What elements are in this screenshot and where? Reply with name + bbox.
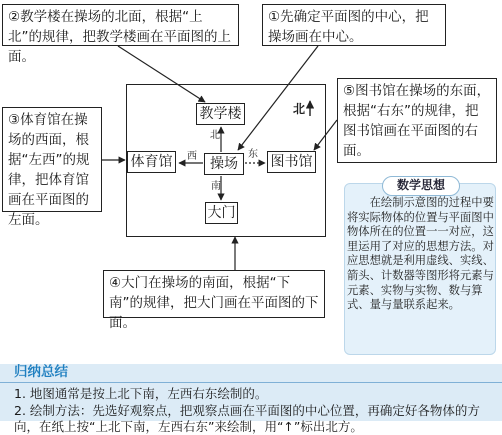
node-library: 图书馆 <box>267 151 316 173</box>
callout-step-2: ②教学楼在操场的北面，根据“上北”的规律，把教学楼画在平面图的上面。 <box>2 4 239 46</box>
connector-step-5 <box>314 120 337 150</box>
callout-step-4: ④大门在操场的南面，根据“下南”的规律，把大门画在平面图的下面。 <box>103 270 325 318</box>
node-gate: 大门 <box>205 202 238 224</box>
direction-label-south: 南 <box>211 181 221 192</box>
north-indicator-label: 北 <box>293 102 306 116</box>
node-gym: 体育馆 <box>127 151 176 173</box>
math-thinking-title: 数学思想 <box>382 176 460 196</box>
callout-step-3: ③体育馆在操场的西面，根据“左西”的规律，把体育馆画在平面图的左面。 <box>2 107 102 212</box>
direction-label-north: 北 <box>210 130 220 141</box>
node-playground: 操场 <box>204 153 244 175</box>
node-teaching-building: 教学楼 <box>196 103 245 125</box>
summary-line-1: 1. 地图通常是按上北下南，左西右东绘制的。 <box>14 386 268 401</box>
direction-label-west: 西 <box>187 151 197 162</box>
summary-line-2: 2. 绘制方法：先选好观察点，把观察点画在平面图的中心位置，再确定好各物体的方向，在纸上按“上北下南，左西右东”来绘制，用“↑”标出北方。 <box>14 403 480 434</box>
summary-divider <box>0 382 502 383</box>
callout-step-1: ①先确定平面图的中心，把操场画在中心。 <box>262 4 446 46</box>
callout-step-5: ⑤图书馆在操场的东面，根据“右东”的规律，把图书馆画在平面图的右面。 <box>337 78 497 163</box>
summary-title: 归纳总结 <box>14 364 68 380</box>
connector-step-2 <box>118 46 205 102</box>
connector-step-1 <box>238 46 318 150</box>
direction-label-east: 东 <box>248 149 258 160</box>
math-thinking-body: 在绘制示意图的过程中要将实际物体的位置与平面图中物体所在的位置一一对应，这里运用了对应的思想方法。对应思想就是利用虚线、实线、箭头、计数器等图形将元素与元素、实物与实物、数与算式、量与量联系起来。 <box>347 196 494 312</box>
